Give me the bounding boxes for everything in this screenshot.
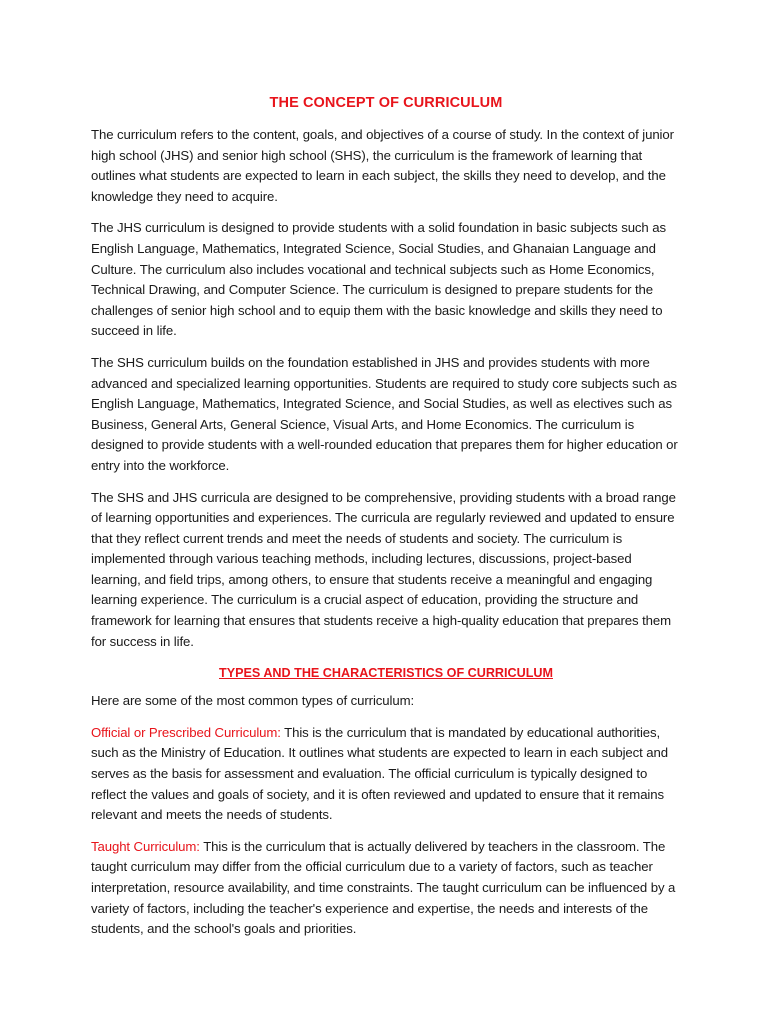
paragraph-official-curriculum	[91, 723, 681, 826]
text-taught-curriculum: This is the curriculum that is actually delivered by teachers in the classroom. The taught curriculum may differ from the official curriculum due to a variety of factors, such as teacher interpretation, resource availability, and time constraints. The taught curriculum can be influenced by a variety of factors, including the teacher's experience and expertise, the needs and interests of the students, and the school's goals and priorities.	[91, 838, 676, 937]
paragraph-curriculum-definition: The curriculum refers to the content, goals, and objectives of a course of study. In the context of junior high school (JHS) and senior high school (SHS), the curriculum is the framework of learning that outlines what students are expected to learn in each subject, the skills they need to develop, and the knowledge they need to acquire.	[91, 127, 674, 204]
term-taught-curriculum: Taught Curriculum:	[91, 838, 200, 854]
paragraph-taught-curriculum	[91, 837, 681, 940]
paragraph-types-intro: Here are some of the most common types of curriculum:	[91, 693, 415, 709]
document-body	[91, 92, 681, 951]
paragraph-shs-curriculum: The SHS curriculum builds on the foundation established in JHS and provides students with more advanced and specialized learning opportunities. Students are required to study core subjects such as English Language, Mathematics, Integrated Science, and Social Studies, as well as electives such as Business, General Arts, General Science, Visual Arts, and Home Economics. The curriculum is designed to provide students with a well-rounded education that prepares them for higher education or entry into the workforce.	[91, 354, 678, 473]
paragraph-curricula-overview: The SHS and JHS curricula are designed to be comprehensive, providing students with a broad range of learning opportunities and experiences. The curricula are regularly reviewed and updated to ensure that they reflect current trends and meet the needs of students and society. The curriculum is implemented through various teaching methods, including lectures, discussions, project-based learning, and field trips, among others, to ensure that students receive a meaningful and engaging learning experience. The curriculum is a crucial aspect of education, providing the structure and framework for learning that ensures that students receive a high-quality education that prepares them for success in life.	[91, 489, 676, 649]
paragraph-jhs-curriculum: The JHS curriculum is designed to provide students with a solid foundation in basic subjects such as English Language, Mathematics, Integrated Science, Social Studies, and Ghanaian Language and Culture. The curriculum also includes vocational and technical subjects such as Home Economics, Technical Drawing, and Computer Science. The curriculum is designed to prepare students for the challenges of senior high school and to equip them with the basic knowledge and skills they need to succeed in life.	[91, 220, 666, 339]
term-official-curriculum: Official or Prescribed Curriculum:	[91, 724, 281, 740]
section-heading-types: TYPES AND THE CHARACTERISTICS OF CURRICULUM	[219, 666, 553, 681]
text-official-curriculum: This is the curriculum that is mandated by educational authorities, such as the Ministry of Education. It outlines what students are expected to learn in each subject and serves as the basis for assessment and evaluation. The official curriculum is typically designed to reflect the values and goals of society, and it is often reviewed and updated to ensure that it remains relevant and meets the needs of students.	[91, 724, 668, 823]
document-title: THE CONCEPT OF CURRICULUM	[269, 95, 503, 111]
